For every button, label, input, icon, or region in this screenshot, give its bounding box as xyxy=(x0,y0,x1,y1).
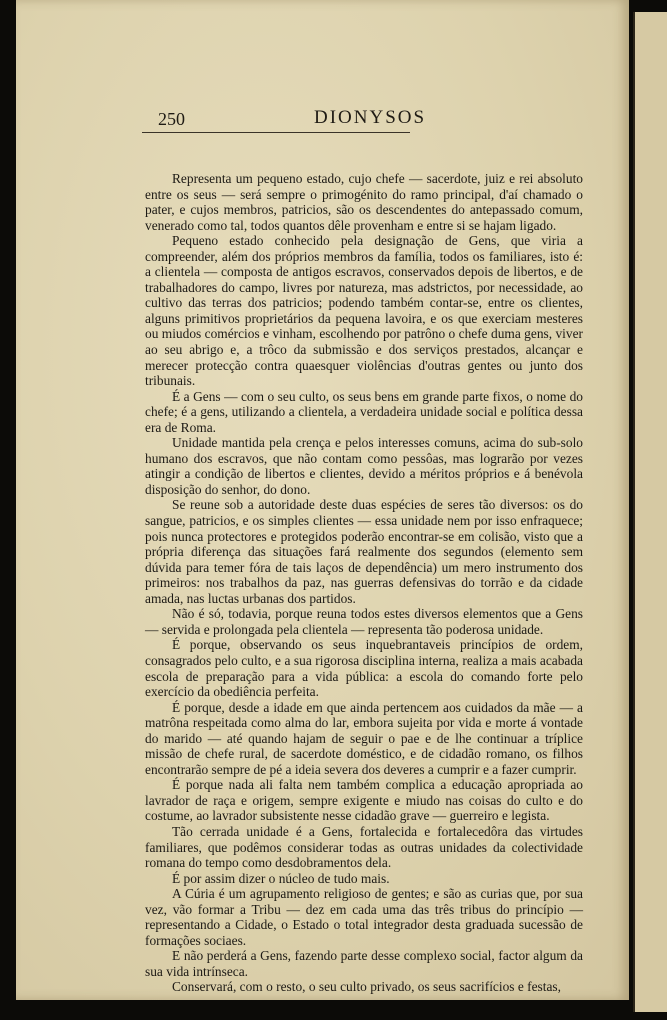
paragraph: Se reune sob a autoridade deste duas espécies de seres tão diversos: os do sangue, patricios, e os simples clientes — essa unidade nem por isso enfraquece; pois nunca protectores e protegidos poderão encontrar-se em colisão, visto que a própria diferença das situações fará realmente dos segundos (elemento sem dúvida para temer fóra de tais laços de dependência) um mero instrumento dos primeiros: nos trabalhos da paz, nas guerras defensivas do torrão e da cidade amada, nas luctas urbanas dos partidos. xyxy=(145,497,583,606)
paragraph: É por assim dizer o núcleo de tudo mais. xyxy=(172,870,390,886)
paragraph: Representa um pequeno estado, cujo chefe — sacerdote, juiz e rei absoluto entre os seus — será sempre o primogénito do ramo principal, d'aí chamado o pater, e cujos membros, patricios, são os descendentes do antepassado comum, venerado como tal, todos quantos dêle provenham e entre si se hajam ligado. xyxy=(145,171,583,233)
paragraph: Não é só, todavia, porque reuna todos estes diversos elementos que a Gens — servida e prolongada pela clientela — representa tão poderosa unidade. xyxy=(145,606,583,637)
paragraph: Tão cerrada unidade é a Gens, fortalecida e fortalecedôra das virtudes familiares, que podêmos considerar todas as outras unidades da colectividade romana do tempo como desdobramentos dela. xyxy=(145,823,583,871)
paragraph: E não perderá a Gens, fazendo parte desse complexo social, factor algum da sua vida intrínseca. xyxy=(145,948,583,979)
paragraph: Pequeno estado conhecido pela designação de Gens, que viria a compreender, além dos próprios membros da família, todos os familiares, isto é: a clientela — composta de antigos escravos, conservados depois de libertos, e de trabalhadores do campo, livres por natureza, mas adstrictos, por necessidade, ao cultivo das terras dos patricios; podendo também contar-se, entre os clientes, alguns primitivos proprietários da pequena lavoira, e os que exerciam mesteres ou miudos comércios e vinham, escolhendo por patrôno o chefe duma gens, viver ao seu abrigo e, a trôco da submissão e dos serviços prestados, alcançar e merecer protecção contra quaesquer violências d'outras gentes ou junto dos tribunais. xyxy=(145,233,583,389)
facing-page-edge xyxy=(633,12,667,1012)
paragraph: É porque, observando os seus inquebrantaveis princípios de ordem, consagrados pelo culto, e a sua rigorosa disciplina interna, realiza a mais acabada escola de preparação para a vida pública: a escola do comando forte pelo exercício da obediência perfeita. xyxy=(145,637,583,700)
paragraph: A Cúria é um agrupamento religioso de gentes; e são as curias que, por sua vez, vão formar a Tribu — dez em cada uma das três tribus do princípio — representando a Cidade, o Estado o total integrador desta graduada sucessão de formações sociaes. xyxy=(145,886,583,948)
paragraph: É porque nada ali falta nem também complica a educação apropriada ao lavrador de raça e origem, sempre exigente e miudo nas coisas do culto e do costume, ao lavrador subsistente nesse cidadão grave — guerreiro e legista. xyxy=(145,777,583,824)
running-title: DIONYSOS xyxy=(314,107,427,128)
paragraph: É a Gens — com o seu culto, os seus bens em grande parte fixos, o nome do chefe; é a gens, utilizando a clientela, a verdadeira unidade social e política dessa era de Roma. xyxy=(145,388,583,435)
paragraph: É porque, desde a idade em que ainda pertencem aos cuidados da mãe — a matrôna respeitada como alma do lar, embora sujeita por vida e morte á vontade do marido — até quando hajam de seguir o pae e de lhe continuar a tríplice missão de chefe rural, de sacerdote doméstico, e de cidadão romano, os filhos encontrarão sempre de pé a ideia severa dos deveres a cumprir e a fazer cumprir. xyxy=(145,699,583,777)
page-header xyxy=(142,104,427,133)
body-text xyxy=(145,171,583,995)
paragraph: Unidade mantida pela crença e pelos interesses comuns, acima do sub-solo humano dos escravos, que não contam como pessôas, mas lograrão por vezes atingir a condição de libertos e clientes, devido a méritos próprios e á benévola disposição do senhor, do dono. xyxy=(145,435,583,497)
page-number: 250 xyxy=(158,109,185,129)
paragraph: Conservará, com o resto, o seu culto privado, os seus sacrifícios e festas, xyxy=(172,979,561,995)
